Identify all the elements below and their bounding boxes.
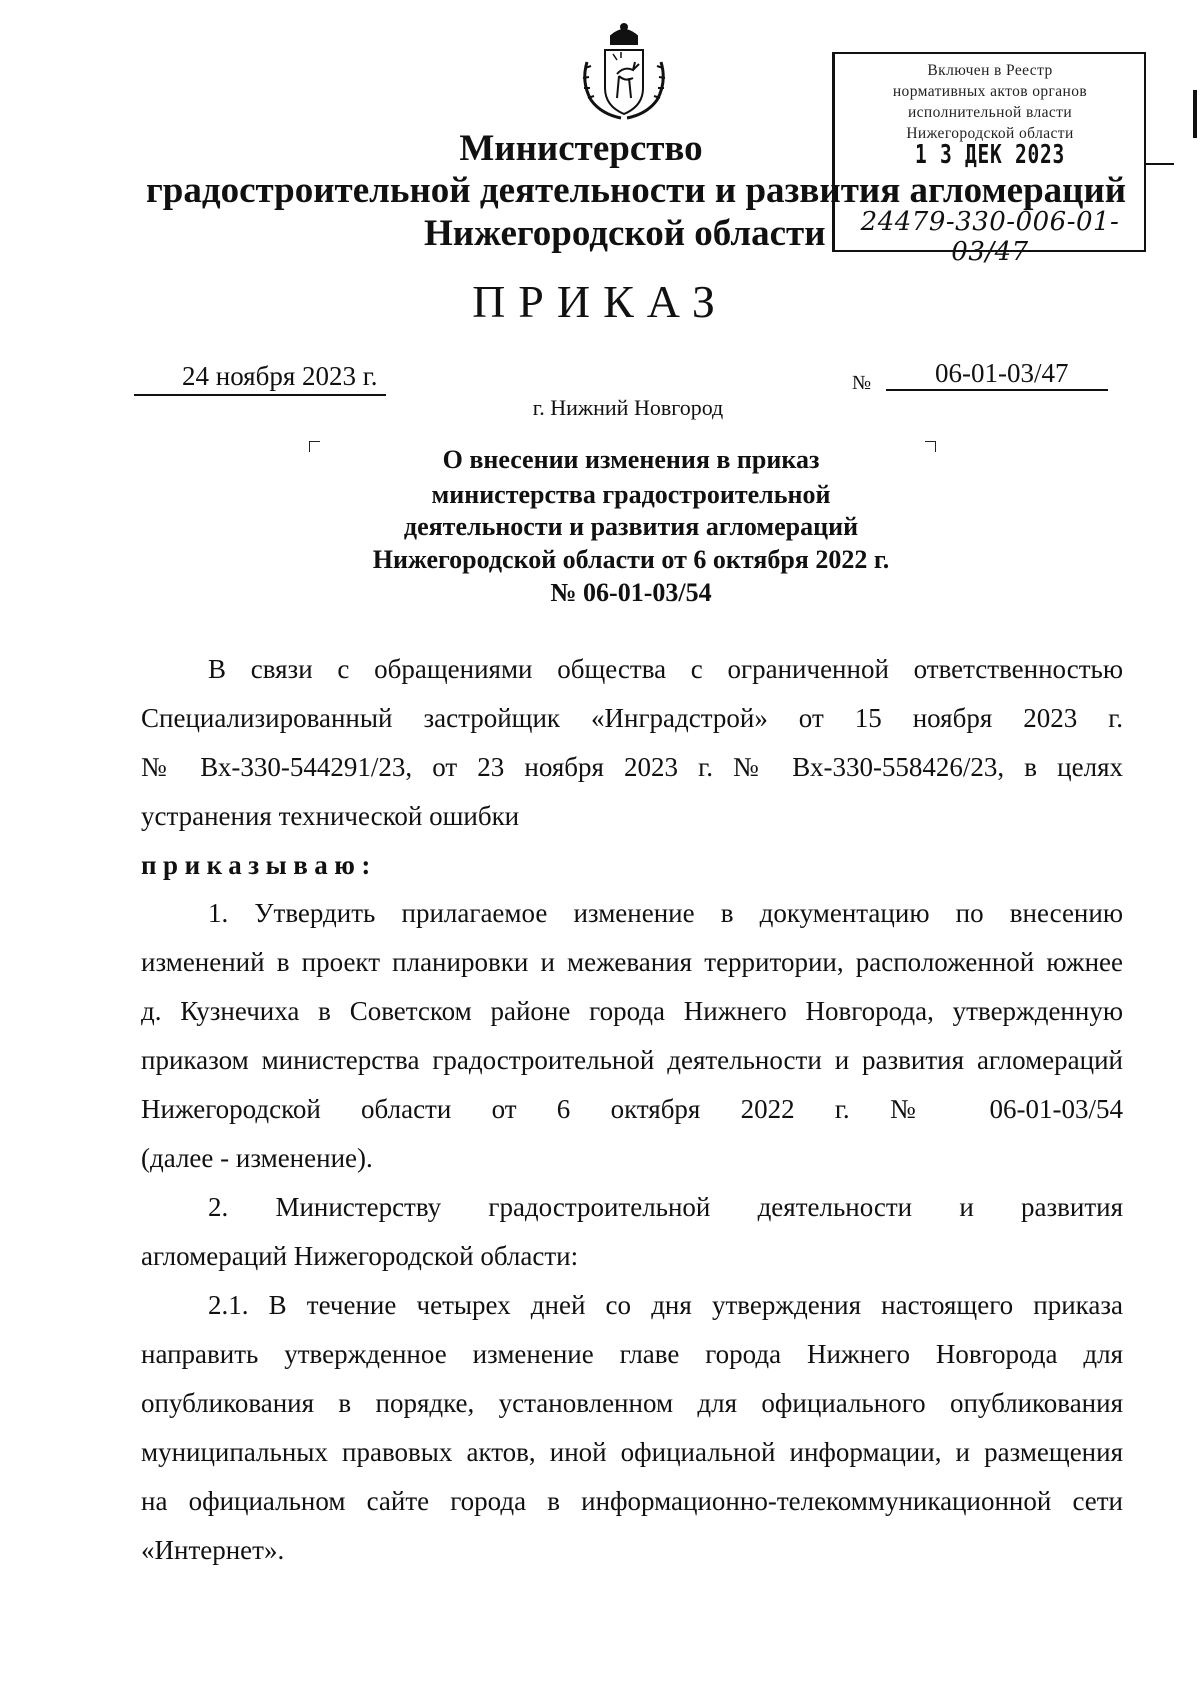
body-line-12: 2. Министерству градостроительной деятельности и развития [208,1192,1123,1222]
body-line-7: изменений в проект планировки и межевания территории, расположенной южнее [141,947,1123,977]
scan-edge-mark [1193,90,1197,138]
body-line-6: 1. Утвердить прилагаемое изменение в документацию по внесению [208,898,1123,928]
body-line-19: «Интернет». [141,1535,285,1565]
order-number-label: № [852,372,872,394]
order-number: 06-01-03/47 [935,358,1069,388]
body-line-9: приказом министерства градостроительной деятельности и развития агломераций [141,1045,1123,1075]
subject-line-2: министерства градостроительной [431,480,831,509]
stamp-date: 1 3 ДЕК 2023 [915,140,1065,170]
stamp-registry-number: 24479-330-006-01-03/47 [860,207,1120,267]
body-line-11: (далее - изменение). [141,1143,373,1173]
resolve-word: приказываю: [141,850,377,880]
stamp-line-2: нормативных актов органов [892,83,1088,100]
subject-line-3: деятельности и развития агломераций [403,512,859,541]
body-line-8: д. Кузнечиха в Советском районе города Нижнего Новгорода, утвержденную [141,996,1123,1026]
body-line-18: на официальном сайте города в информационно-телекоммуникационной сети [141,1486,1123,1516]
coat-of-arms-emblem [577,22,671,122]
stamp-line-4: Нижегородской области [906,125,1074,142]
body-line-17: муниципальных правовых актов, иной официальной информации, и размещения [141,1437,1123,1467]
order-date: 24 ноября 2023 г. [182,361,378,391]
body-line-2: Специализированный застройщик «Инградстрой» от 15 ноября 2023 г. [141,703,1123,733]
ministry-name-line-2: градостроительной деятельности и развития агломераций [146,170,1127,211]
body-line-14: 2.1. В течение четырех дней со дня утверждения настоящего приказа [208,1290,1123,1320]
stamp-line-3: исполнительной власти [907,104,1073,121]
body-line-3: № Вх-330-544291/23, от 23 ноября 2023 г. № Вх-330-558426/23, в целях [141,752,1123,782]
body-line-10: Нижегородской области от 6 октября 2022 г. № 06-01-03/54 [141,1094,1123,1124]
subject-line-5: № 06-01-03/54 [550,578,712,607]
city-name: г. Нижний Новгород [532,395,724,420]
ministry-name-line-3: Нижегородской области [424,213,826,254]
body-line-16: опубликования в порядке, установленном для официального опубликования [141,1388,1123,1418]
ministry-name-line-1: Министерство [459,128,703,169]
subject-line-4: Нижегородской области от 6 октября 2022 г. [372,545,890,574]
stamp-line-1: Включен в Реестр [927,62,1053,79]
body-line-4: устранения технической ошибки [141,801,520,831]
body-line-1: В связи с обращениями общества с ограниченной ответственностью [208,654,1123,684]
number-underline [886,389,1108,391]
body-line-15: направить утвержденное изменение главе города Нижнего Новгорода для [141,1339,1123,1369]
subject-line-1: О внесении изменения в приказ [442,445,820,474]
document-type-title: ПРИКАЗ [472,276,728,327]
body-line-13: агломераций Нижегородской области: [141,1241,579,1271]
